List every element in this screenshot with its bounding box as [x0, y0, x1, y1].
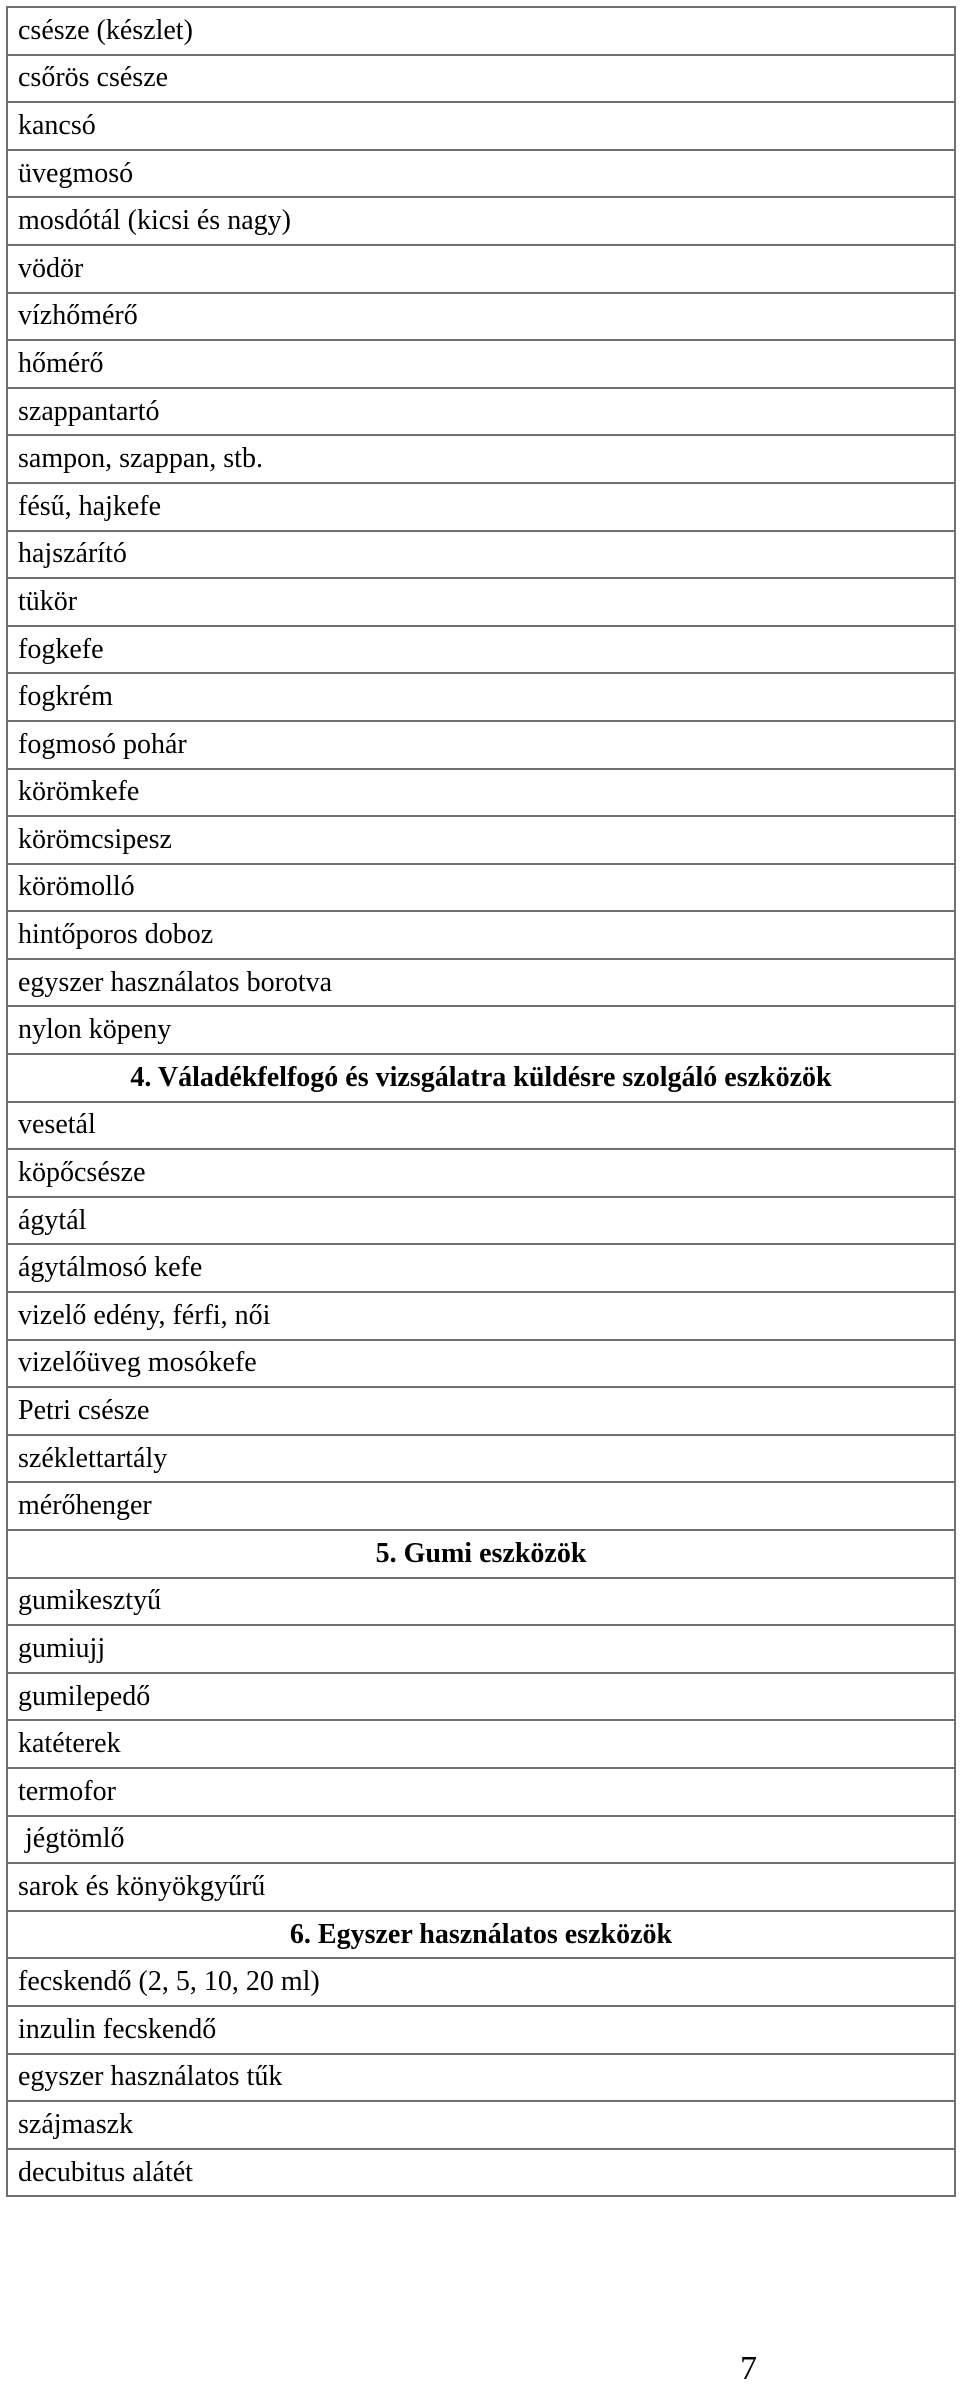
- item-name: vödör: [7, 245, 955, 293]
- section-title: 5. Gumi eszközök: [7, 1530, 955, 1578]
- item-name: fogkrém: [7, 673, 955, 721]
- item-name: körömcsipesz: [7, 816, 955, 864]
- table-row: [7, 55, 955, 103]
- table-row: [7, 1244, 955, 1292]
- item-name: kancsó: [7, 102, 955, 150]
- table-row: [7, 1625, 955, 1673]
- section-header-row: [7, 1054, 955, 1102]
- table-row: [7, 1673, 955, 1721]
- equipment-table: [6, 6, 956, 2197]
- item-name: egyszer használatos tűk: [7, 2054, 955, 2102]
- page-number: 7: [740, 2350, 757, 2387]
- item-name: inzulin fecskendő: [7, 2006, 955, 2054]
- item-name: katéterek: [7, 1720, 955, 1768]
- table-row: [7, 1863, 955, 1911]
- table-row: [7, 1816, 955, 1864]
- item-name: köpőcsésze: [7, 1149, 955, 1197]
- table-row: [7, 388, 955, 436]
- table-row: [7, 578, 955, 626]
- table-row: [7, 1102, 955, 1150]
- table-row: [7, 1006, 955, 1054]
- item-name: sampon, szappan, stb.: [7, 435, 955, 483]
- item-name: gumilepedő: [7, 1673, 955, 1721]
- item-name: tükör: [7, 578, 955, 626]
- table-row: [7, 2054, 955, 2102]
- item-name: ágytál: [7, 1197, 955, 1245]
- table-row: [7, 816, 955, 864]
- table-row: [7, 293, 955, 341]
- table-row: [7, 7, 955, 55]
- item-name: vízhőmérő: [7, 293, 955, 341]
- table-row: [7, 1958, 955, 2006]
- item-name: vizelőüveg mosókefe: [7, 1340, 955, 1388]
- item-name: decubitus alátét: [7, 2149, 955, 2197]
- table-row: [7, 150, 955, 198]
- table-row: [7, 911, 955, 959]
- table-row: [7, 483, 955, 531]
- item-name: ágytálmosó kefe: [7, 1244, 955, 1292]
- item-name: hajszárító: [7, 531, 955, 579]
- table-row: [7, 2149, 955, 2197]
- table-row: [7, 2101, 955, 2149]
- item-name: gumiujj: [7, 1625, 955, 1673]
- table-row: [7, 673, 955, 721]
- table-row: [7, 1578, 955, 1626]
- table-row: [7, 769, 955, 817]
- item-name: Petri csésze: [7, 1387, 955, 1435]
- item-name: gumikesztyű: [7, 1578, 955, 1626]
- item-name: fésű, hajkefe: [7, 483, 955, 531]
- table-row: [7, 1768, 955, 1816]
- item-name: fogkefe: [7, 626, 955, 674]
- item-name: sarok és könyökgyűrű: [7, 1863, 955, 1911]
- item-name: szájmaszk: [7, 2101, 955, 2149]
- item-name: mosdótál (kicsi és nagy): [7, 197, 955, 245]
- section-title: 4. Váladékfelfogó és vizsgálatra küldésre szolgáló eszközök: [7, 1054, 955, 1102]
- item-name: nylon köpeny: [7, 1006, 955, 1054]
- item-name: mérőhenger: [7, 1482, 955, 1530]
- table-row: [7, 197, 955, 245]
- item-name: körömolló: [7, 864, 955, 912]
- item-name: hintőporos doboz: [7, 911, 955, 959]
- equipment-table-body: [7, 7, 955, 2196]
- table-row: [7, 1720, 955, 1768]
- section-header-row: [7, 1911, 955, 1959]
- table-row: [7, 1435, 955, 1483]
- item-name: csőrös csésze: [7, 55, 955, 103]
- item-name: szappantartó: [7, 388, 955, 436]
- item-name: fogmosó pohár: [7, 721, 955, 769]
- table-row: [7, 721, 955, 769]
- table-row: [7, 102, 955, 150]
- table-row: [7, 1340, 955, 1388]
- item-name: termofor: [7, 1768, 955, 1816]
- item-name: széklettartály: [7, 1435, 955, 1483]
- table-row: [7, 1482, 955, 1530]
- table-row: [7, 1387, 955, 1435]
- table-row: [7, 959, 955, 1007]
- item-name: vesetál: [7, 1102, 955, 1150]
- item-name: üvegmosó: [7, 150, 955, 198]
- table-row: [7, 2006, 955, 2054]
- table-row: [7, 864, 955, 912]
- item-name: fecskendő (2, 5, 10, 20 ml): [7, 1958, 955, 2006]
- item-name: jégtömlő: [7, 1816, 955, 1864]
- item-name: körömkefe: [7, 769, 955, 817]
- item-name: egyszer használatos borotva: [7, 959, 955, 1007]
- equipment-list: [6, 6, 956, 2197]
- table-row: [7, 1149, 955, 1197]
- table-row: [7, 1197, 955, 1245]
- table-row: [7, 435, 955, 483]
- table-row: [7, 626, 955, 674]
- table-row: [7, 1292, 955, 1340]
- item-name: hőmérő: [7, 340, 955, 388]
- table-row: [7, 245, 955, 293]
- table-row: [7, 340, 955, 388]
- table-row: [7, 531, 955, 579]
- section-header-row: [7, 1530, 955, 1578]
- item-name: vizelő edény, férfi, női: [7, 1292, 955, 1340]
- section-title: 6. Egyszer használatos eszközök: [7, 1911, 955, 1959]
- item-name: csésze (készlet): [7, 7, 955, 55]
